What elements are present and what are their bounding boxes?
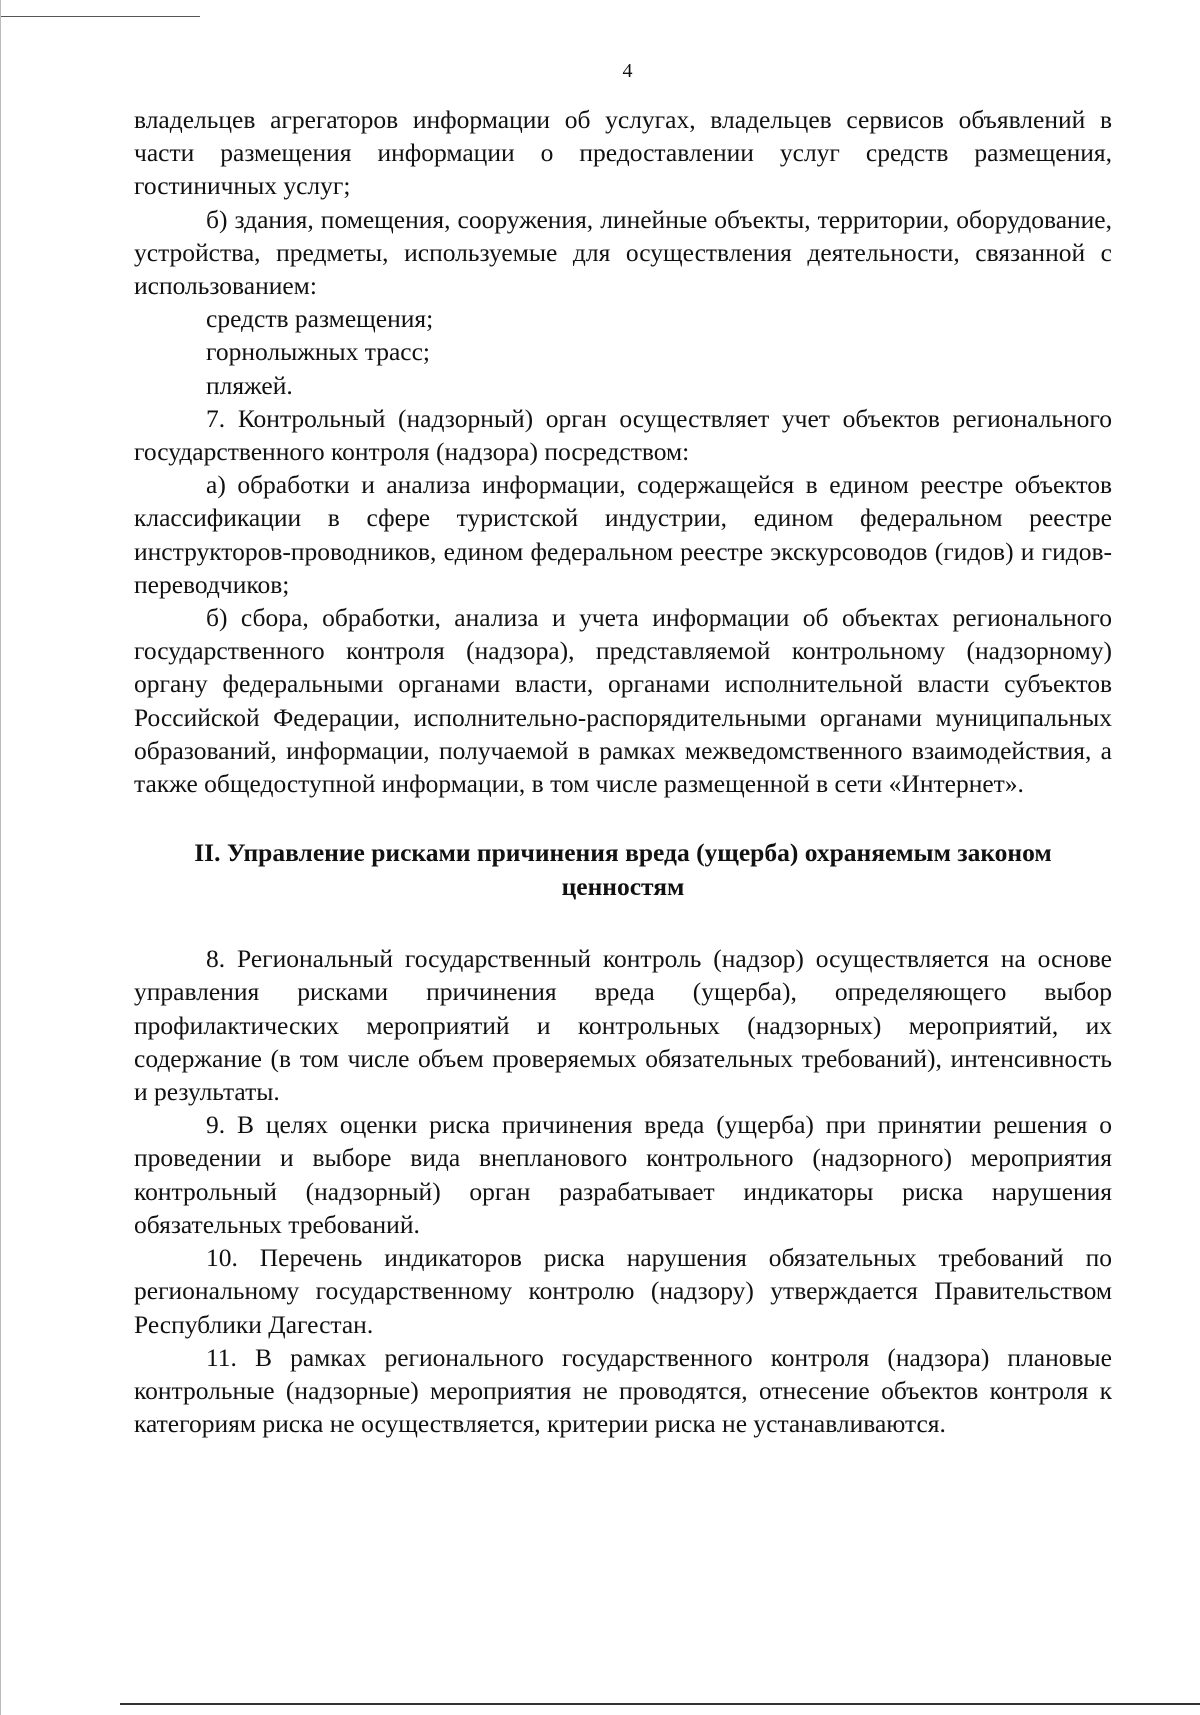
paragraph-p-7b: б) сбора, обработки, анализа и учета информации об объектах регионального государственного контроля (надзора), представляемой контрольному (надзорному) органу федеральными органами власти, органами исполнительной власти субъектов Российской Федерации, исполнительно-распорядительными органами муниципальных образований, информации, получаемой в рамках межведомственного взаимодействия, а также общедоступной информации, в том числе размещенной в сети «Интернет». <box>134 603 1112 799</box>
paragraph-p-6b: б) здания, помещения, сооружения, линейные объекты, территории, оборудование, устройства, предметы, используемые для осуществления деятельности, связанной с использованием: <box>134 204 1112 301</box>
scan-edge-top <box>0 16 200 17</box>
paragraph-p-10: 10. Перечень индикаторов риска нарушения обязательных требований по региональному государственному контролю (надзору) утверждается Правительством Республики Дагестан. <box>134 1243 1112 1339</box>
paragraph-p-7: 7. Контрольный (надзорный) орган осуществляет учет объектов регионального государственного контроля (надзора) посредством: <box>134 403 1112 467</box>
scan-edge-bottom <box>120 1703 1200 1705</box>
paragraphs-after-section <box>134 942 1112 1440</box>
page-number: 4 <box>622 60 633 82</box>
section-heading: II. Управление рисками причинения вреда (ущерба) охраняемым законом ценностям <box>194 838 1052 902</box>
paragraph-p-plyazh: пляжей. <box>206 370 293 400</box>
paragraph-p-sredstv: средств размещения; <box>206 304 434 334</box>
paragraph-p-9: 9. В целях оценки риска причинения вреда (ущерба) при принятии решения о проведении и выборе вида внепланового контрольного (надзорного) мероприятия контрольный (надзорный) орган разрабатывает индикаторы риска нарушения обязательных требований. <box>134 1110 1112 1239</box>
paragraph-p-11: 11. В рамках регионального государственного контроля (надзора) плановые контрольные (надзорные) мероприятия не проводятся, отнесение объектов контроля к категориям риска не осуществляется, критерии риска не устанавливаются. <box>134 1342 1112 1439</box>
paragraph-p-7a: а) обработки и анализа информации, содержащейся в едином реестре объектов классификации в сфере туристской индустрии, едином федеральном реестре инструкторов-проводников, едином федеральном реестре экскурсоводов (гидов) и гидов-переводчиков; <box>134 470 1112 599</box>
paragraph-p-trass: горнолыжных трасс; <box>206 337 431 367</box>
paragraphs-before-section <box>134 103 1112 800</box>
scan-edge-left <box>0 0 1 1715</box>
document-body <box>134 103 1112 1440</box>
paragraph-p-8: 8. Региональный государственный контроль (надзор) осуществляется на основе управления рисками причинения вреда (ущерба), определяющего выбор профилактических мероприятий и контрольных (надзорных) мероприятий, их содержание (в том числе объем проверяемых обязательных требований), интенсивность и результаты. <box>134 944 1112 1107</box>
paragraph-p-owners: владельцев агрегаторов информации об услугах, владельцев сервисов объявлений в части размещения информации о предоставлении услуг средств размещения, гостиничных услуг; <box>134 105 1112 201</box>
